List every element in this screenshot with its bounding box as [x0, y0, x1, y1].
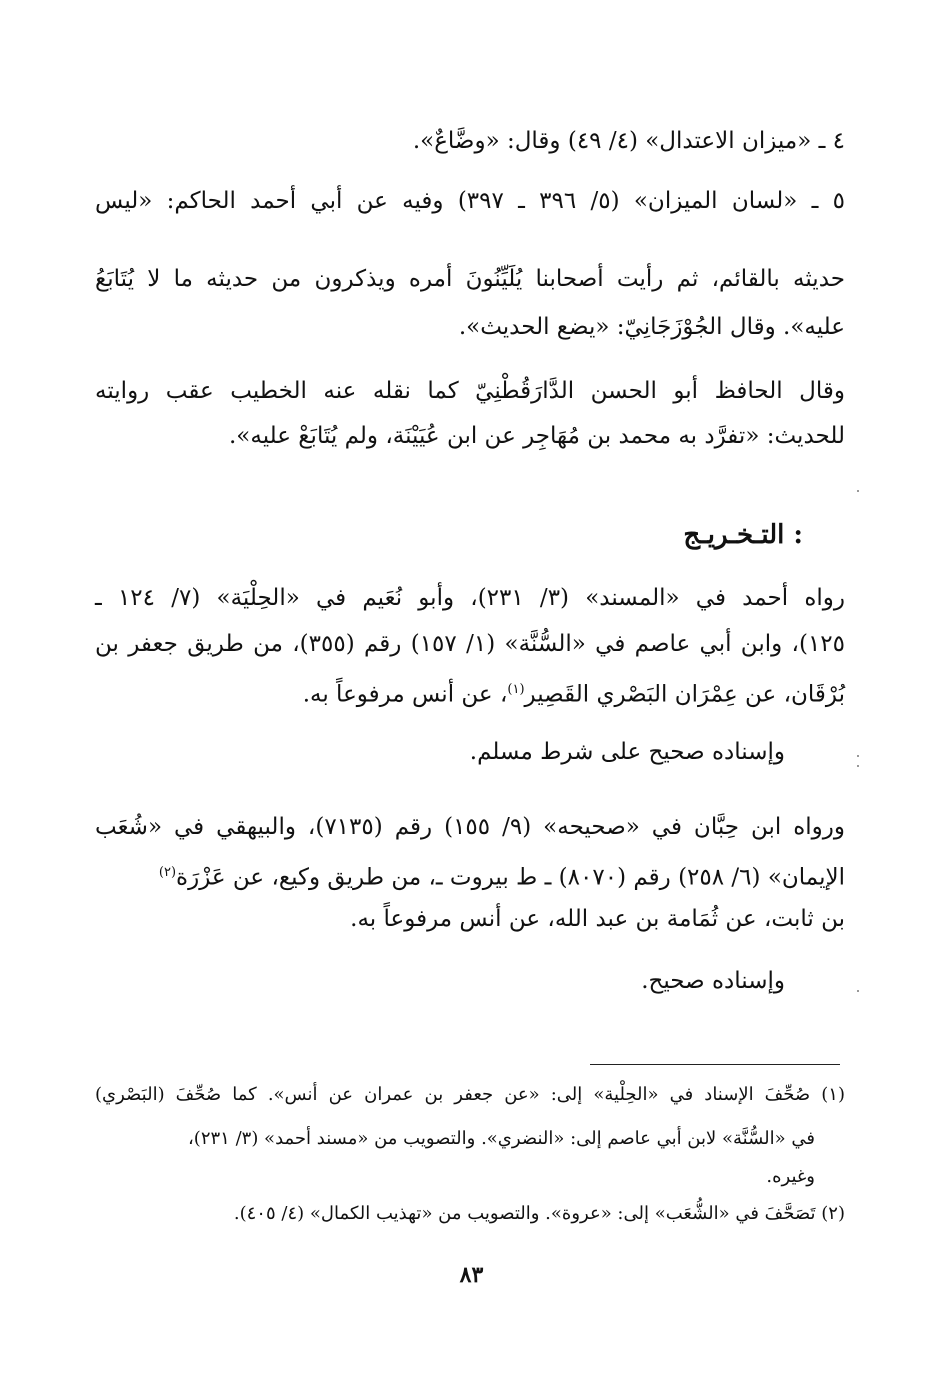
text-line: للحديث: «تفرَّد به محمد بن مُهَاجِر عن ابن عُيَيْنَة، ولم يُتَابَعْ عليه». [229, 423, 845, 449]
footnote-separator [590, 1064, 840, 1065]
footnote-line: (٢) تَصَحَّفَ في «الشُّعَب» إلى: «عروة». والتصويب من «تهذيب الكمال» (٤/ ٤٠٥). [233, 1203, 845, 1224]
text-fragment: الإيمان» (٦/ ٢٥٨) رقم (٨٠٧٠) ـ ط بيروت ـ، من طريق وكيع، عن عَزْرَة [176, 864, 845, 891]
footnote-line: في «السُّنَّة» لابن أبي عاصم إلى: «النضري». والتصويب من «مسند أحمد» (٣/ ٢٣١)، [187, 1128, 815, 1149]
text-line: رواه أحمد في «المسند» (٣/ ٢٣١)، وأبو نُعَيم في «الحِلْيَة» (٧/ ١٢٤ ـ [95, 585, 845, 611]
section-heading: التـخـريـج : [683, 520, 803, 550]
text-line: وإسناده صحيح. [641, 968, 785, 994]
text-line: وإسناده صحيح على شرط مسلم. [469, 739, 785, 765]
text-line: عليه». وقال الجُوْزَجَانِيّ: «يضع الحديث». [458, 314, 845, 340]
margin-mark [857, 990, 859, 992]
footnote-ref: (٢) [158, 865, 177, 880]
page-number: ٨٣ [459, 1262, 484, 1288]
text-line [95, 856, 845, 895]
text-line: بن ثابت، عن ثُمَامة بن عبد الله، عن أنس مرفوعاً به. [350, 906, 845, 932]
text-line: ورواه ابن حِبَّان في «صحيحه» (٩/ ١٥٥) رقم (٧١٣٥)، والبيهقي في «شُعَب [95, 814, 846, 840]
text-line: وقال الحافظ أبو الحسن الدَّارَقُطْنِيّ كما نقله عنه الخطيب عقب روايته [95, 378, 845, 404]
text-fragment: بُرْقَان، عن عِمْرَان البَصْري القَصِير [524, 681, 845, 708]
footnote-line: (١) صُحِّفَ الإسناد في «الحِلْية» إلى: «عن جعفر بن عمران عن أنس». كما صُحِّفَ (البَصْري) [95, 1084, 845, 1105]
footnote-line: وغيره. [766, 1166, 815, 1187]
text-line: ٤ ـ «ميزان الاعتدال» (٤/ ٤٩) وقال: «وضَّاعٌ». [412, 128, 845, 154]
text-line: حديثه بالقائم، ثم رأيت أصحابنا يُلَيِّنُونَ أمره ويذكرون من حديثه ما لا يُتَابَعُ [95, 266, 845, 292]
margin-mark [857, 490, 859, 492]
text-line [95, 673, 845, 712]
text-line: ٥ ـ «لسان الميزان» (٥/ ٣٩٦ ـ ٣٩٧) وفيه عن أبي أحمد الحاكم: «ليس [95, 188, 845, 214]
footnote-ref: (١) [507, 682, 525, 697]
margin-mark [857, 765, 859, 767]
text-fragment: ، عن أنس مرفوعاً به. [302, 681, 508, 708]
margin-mark [857, 755, 859, 757]
text-line: ١٢٥)، وابن أبي عاصم في «السُّنَّة» (١/ ١٥٧) رقم (٣٥٥)، من طريق جعفر بن [95, 631, 845, 657]
